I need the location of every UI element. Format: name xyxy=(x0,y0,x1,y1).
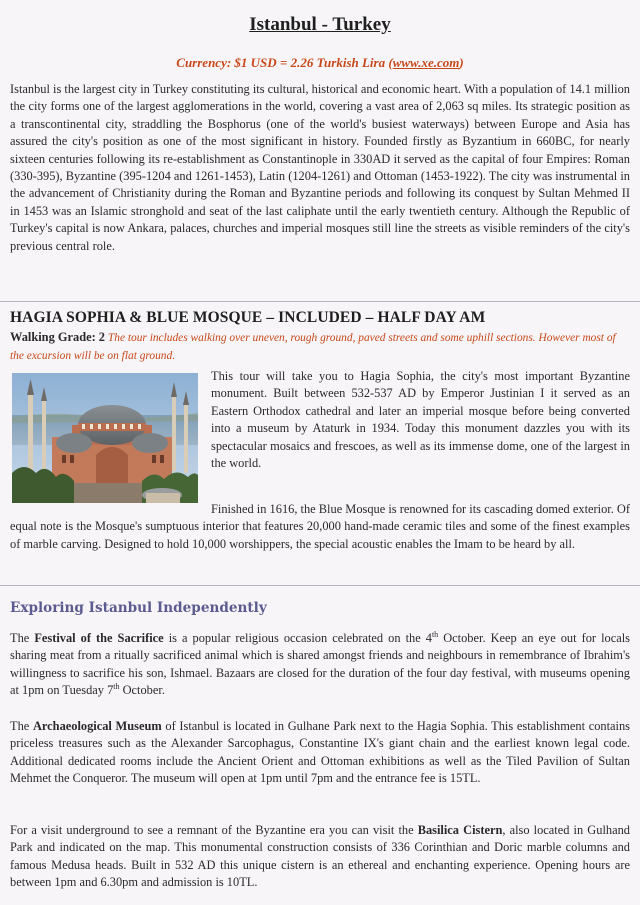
currency-close: ) xyxy=(459,55,464,70)
page-title: Istanbul - Turkey xyxy=(249,14,391,35)
currency-line xyxy=(0,55,640,71)
walking-grade-label: Walking Grade: xyxy=(10,330,96,344)
hagia-sophia-photo xyxy=(12,373,198,503)
walking-grade-value: 2 xyxy=(98,330,105,344)
museum-post: of Istanbul is located in Gulhane Park next to the Hagia Sophia. This establishment contains priceless treasures such as the Alexander Sarcophagus, Constantine IX's giant chain and the earliest known legal code. Additional dedicated rooms include the Ancient Orient and Ottoman exhibitions as well as the Tiled Pavilion of Sultan Mehmet the Conqueror. The museum will open at 1pm until 7pm and the entrance fee is 15TL. xyxy=(10,719,630,786)
festival-post: October. xyxy=(119,683,165,698)
festival-mid1: is a popular religious occasion celebrated on the 4 xyxy=(163,631,432,645)
currency-text: Currency: $1 USD = 2.26 Turkish Lira ( xyxy=(176,55,393,70)
cistern-name: Basilica Cistern xyxy=(417,823,503,837)
tour-paragraph-hagia-sophia: This tour will take you to Hagia Sophia, the city's most important Byzantine monument. Built between 532-537 AD by Emperor Justinian I it served as an Eastern Orthodox cathedral and later an imperial mosque before being converted into a museum by Ataturk in 1934. Today this monument dazzles you with its spectacular mosaics and frescoes, as well as its immense dome, one of the largest in the world. xyxy=(211,369,630,471)
walking-grade xyxy=(10,329,630,365)
section-divider xyxy=(0,585,640,586)
festival-sup1: th xyxy=(431,629,439,639)
museum-name: Archaeological Museum xyxy=(32,719,162,733)
tour-title: HAGIA SOPHIA & BLUE MOSQUE – INCLUDED – HALF DAY AM xyxy=(10,309,486,326)
festival-sup2: th xyxy=(113,682,120,692)
walking-grade-note: The tour includes walking over uneven, rough ground, paved streets and some uphill sections. However most of the excursion will be on flat ground. xyxy=(10,332,616,362)
festival-name: Festival of the Sacrifice xyxy=(34,631,164,645)
festival-mid2: October. Keep an eye out for locals sharing meat from a ritually sacrificed animal which is shared amongst friends and neighbours in remembrance of Ibrahim's willingness to sacrifice his son, Ishmael. Bazaars are closed for the duration of the four day festival, with museums opening at 1pm on Tuesday 7 xyxy=(10,631,630,698)
xe-link[interactable]: www.xe.com xyxy=(392,55,460,70)
intro-paragraph: Istanbul is the largest city in Turkey constituting its cultural, historical and economic heart. With a population of 14.1 million the city forms one of the largest agglomerations in the world, covering a vast area of 2,063 sq miles. Its strategic position as a transcontinental city, straddling the Bosphorus (one of the world's busiest waterways) between Europe and Asia has assured the city's position as one of the most significant in history. Founded firstly as Byzantium in 660BC, for nearly sixteen centuries following its re-establishment as Constantinople in 330AD it served as the capital of four Empires: Roman (330-395), Byzantine (395-1204 and 1261-1453), Latin (1204-1261) and Ottoman (1453-1922). The city was instrumental in the advancement of Christianity during the Roman and Byzantine periods and following its conquest by Sultan Mehmed II in 1453 was an Islamic stronghold and seat of the last caliphate until the early twentieth century. Although the Republic of Turkey's capital is now Ankara, palaces, churches and imperial mosques still line the streets as visible reminders of the city's previous central role. xyxy=(10,82,630,253)
tour-paragraph-blue-mosque: Finished in 1616, the Blue Mosque is renowned for its cascading domed exterior. Of equal note is the Mosque's sumptuous interior that features 20,000 hand-made ceramic tiles and some of the finest examples of marble carving. Designed to hold 10,000 worshippers, the special acoustic enables the Imam to be heard by all. xyxy=(10,502,630,551)
section-divider xyxy=(0,301,640,302)
festival-pre: The xyxy=(10,631,35,645)
cistern-paragraph xyxy=(10,822,630,892)
museum-paragraph xyxy=(10,718,630,788)
museum-pre: The xyxy=(10,719,33,733)
cistern-pre: For a visit underground to see a remnant of the Byzantine era you can visit the xyxy=(10,823,418,837)
festival-paragraph xyxy=(10,630,630,700)
independent-heading: Exploring Istanbul Independently xyxy=(10,600,267,616)
cistern-post: , also located in Gulhand Park and indicated on the map. This monumental construction consists of 336 Corinthian and Doric marble columns and famous Medusa heads. Built in 532 AD this unique cistern is an ethereal and enchanting experience. Opening hours are between 1pm and 6.30pm and admission is 10TL. xyxy=(10,823,630,890)
